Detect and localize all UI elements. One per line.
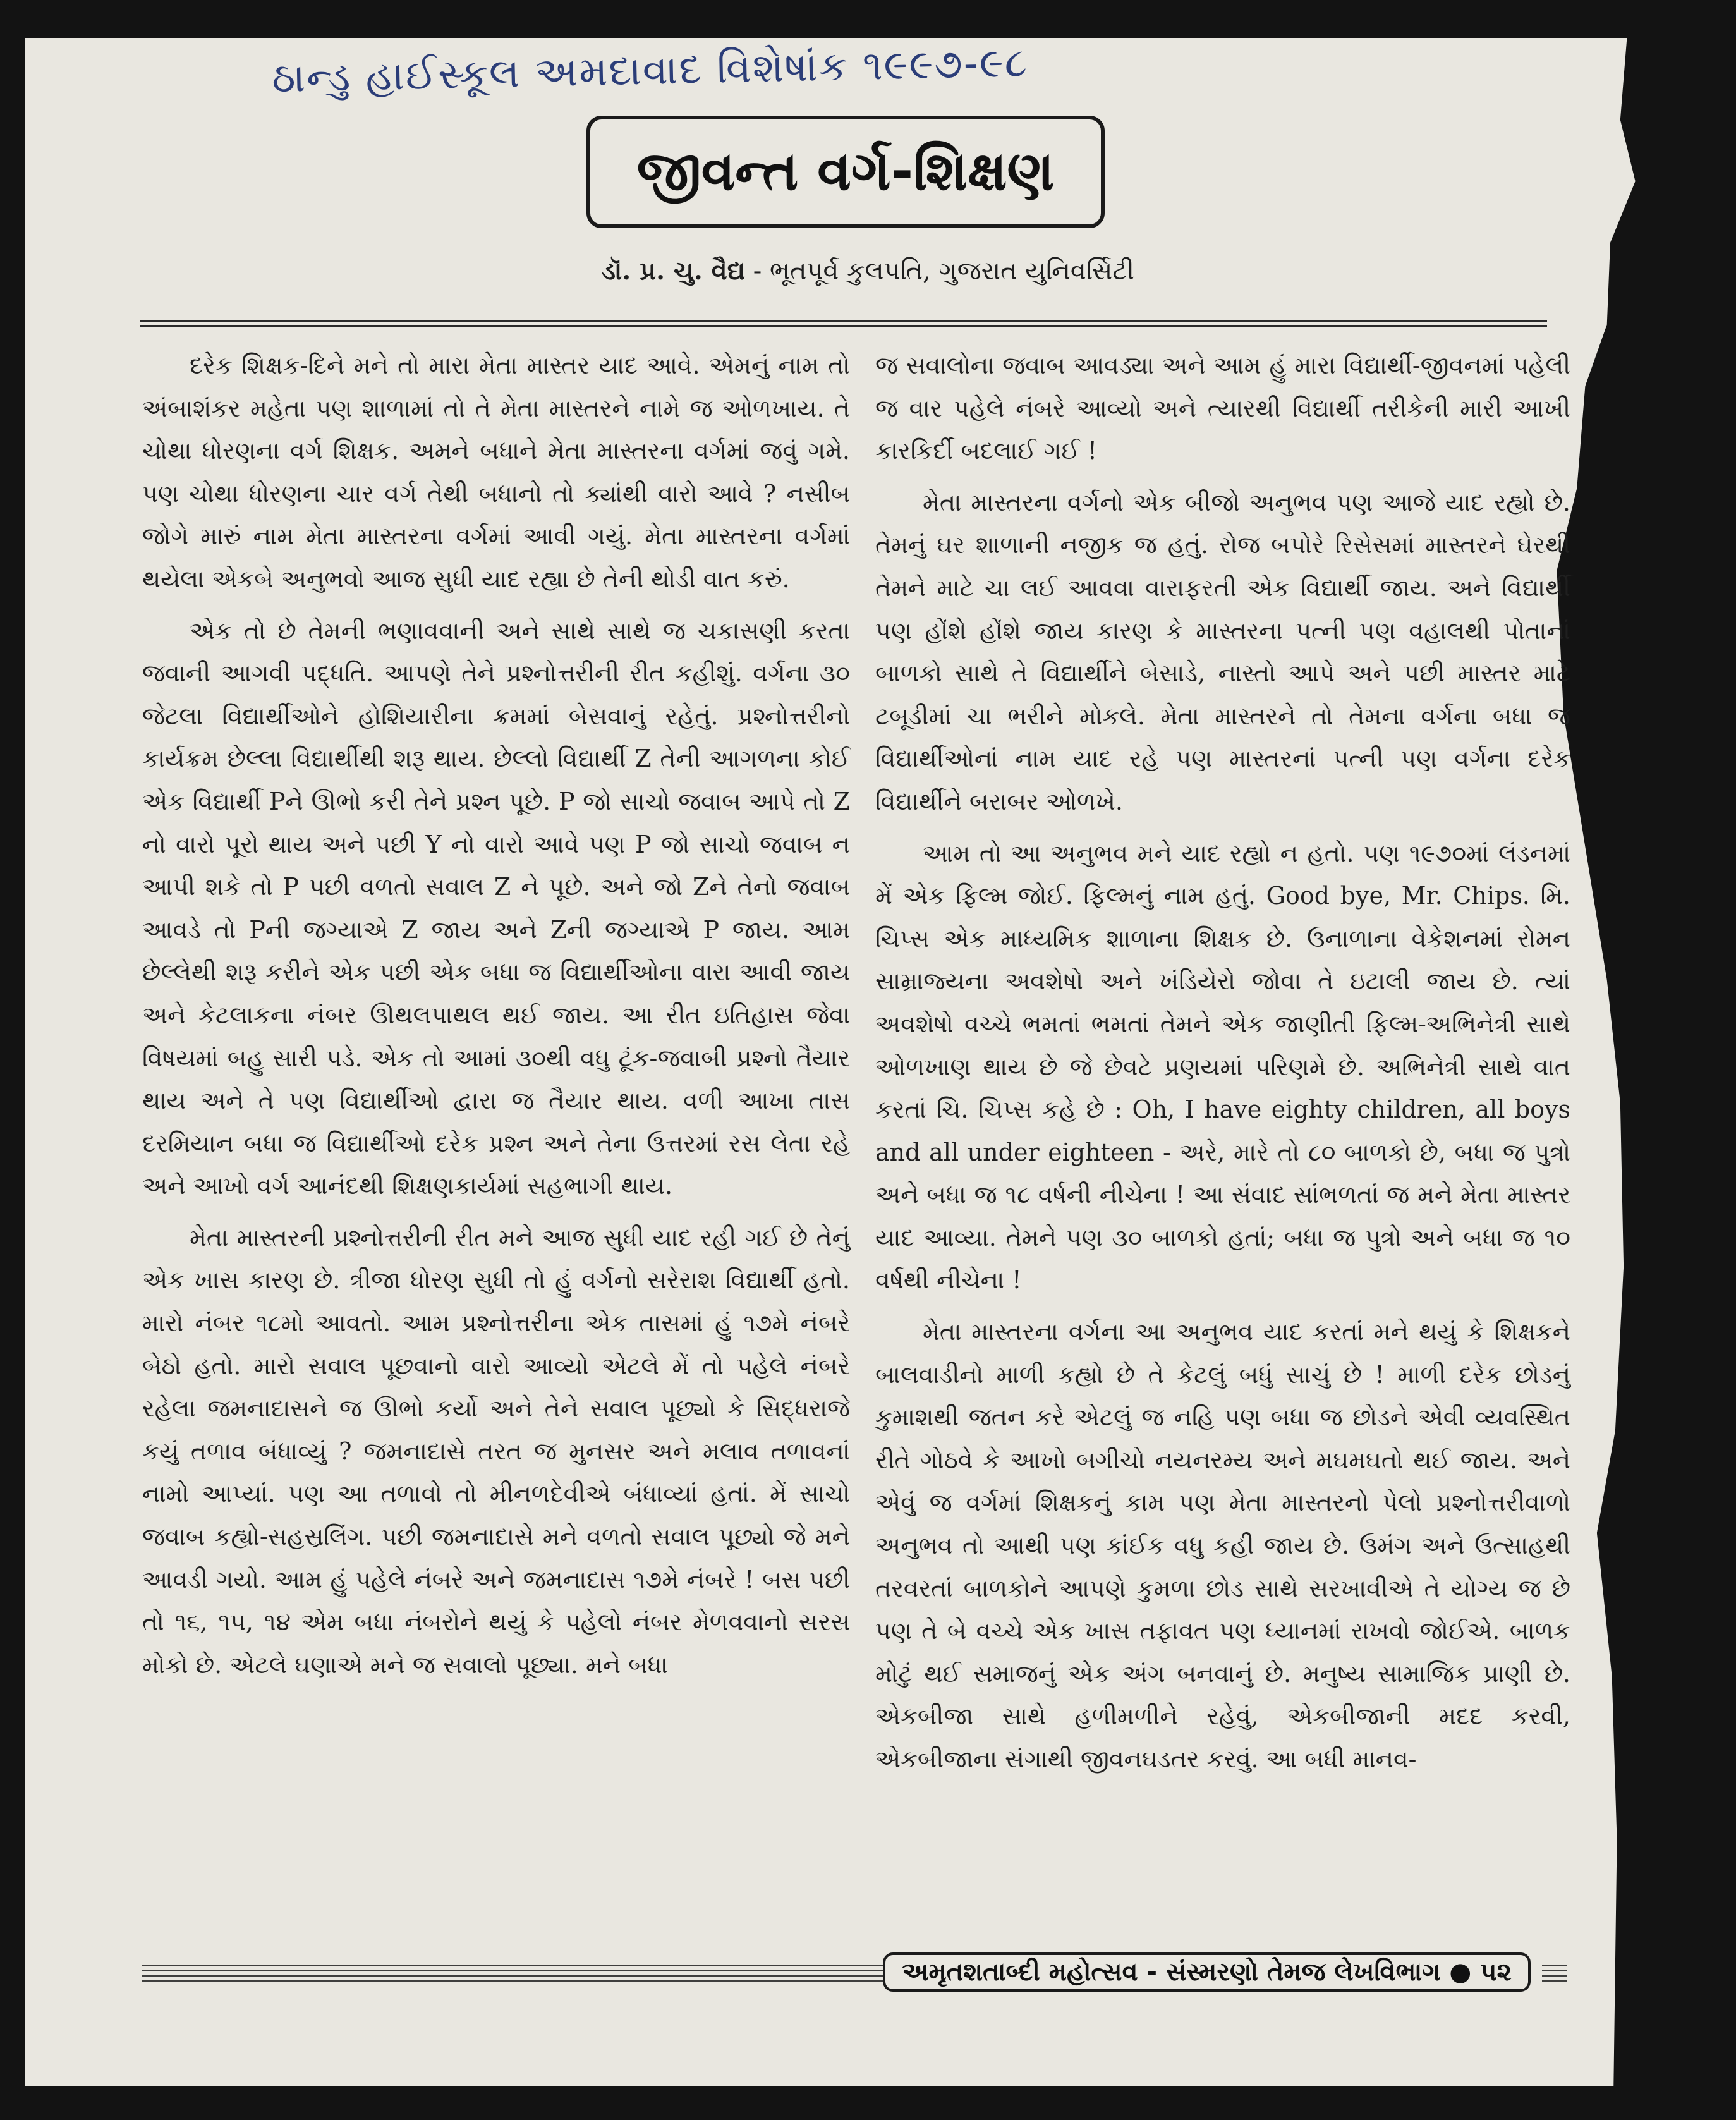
paragraph: મેતા માસ્તરના વર્ગના આ અનુભવ યાદ કરતાં મને થયું કે શિક્ષકને બાલવાડીનો માળી કહ્યો છે તે કેટલું બધું સાચું છે ! માળી દરેક છોડનું કુમાશથી જતન કરે એટલું જ નહિ પણ બધા જ છોડને એવી વ્યવસ્થિત રીતે ગોઠવે કે આખો બગીચો નયનરમ્ય અને મઘમઘતો થઈ જાય. અને એવું જ વર્ગમાં શિક્ષકનું કામ પણ મેતા માસ્તરનો પેલો પ્રશ્નોત્તરીવાળો અનુભવ તો આથી પણ કાંઈક વધુ કહી જાય છે. ઉમંગ અને ઉત્સાહથી તરવરતાં બાળકોને આપણે કુમળા છોડ સાથે સરખાવીએ તે યોગ્ય જ છે પણ તે બે વચ્ચે એક ખાસ તફાવત પણ ધ્યાનમાં રાખવો જોઈએ. બાળક મોટું થઈ સમાજનું એક અંગ બનવાનું છે. મનુષ્ય સામાજિક પ્રાણી છે. એકબીજા સાથે હળીમળીને રહેવું, એકબીજાની મદદ કરવી, એકબીજાના સંગાથી જીવનઘડતર કરવું. આ બધી માનવ- (875, 1318, 1570, 1773)
author-role: - ભૂતપૂર્વ કુલપતિ, ગુજરાત યુનિવર્સિટી (753, 257, 1134, 286)
paragraph: આમ તો આ અનુભવ મને યાદ રહ્યો ન હતો. પણ ૧૯૭૦માં લંડનમાં મેં એક ફિલ્મ જોઈ. ફિલ્મનું નામ હતું. Good bye, Mr. Chips. મિ. ચિપ્સ એક માધ્યમિક શાળાના શિક્ષક છે. ઉનાળાના વેકેશનમાં રોમન સામ્રાજ્યના અવશેષો અને ખંડિયેરો જોવા તે ઇટાલી જાય છે. ત્યાં અવશેષો વચ્ચે ભમતાં ભમતાં તેમને એક જાણીતી ફિલ્મ-અભિનેત્રી સાથે ઓળખાણ થાય છે જે છેવટે પ્રણયમાં પરિણમે છે. અભિનેત્રી સાથે વાત કરતાં ચિ. ચિપ્સ કહે છે : Oh, I have eighty children, all boys and all under eighteen - અરે, મારે તો ૮૦ બાળકો છે, બધા જ પુત્રો અને બધા જ ૧૮ વર્ષની નીચેના ! આ સંવાદ સાંભળતાં જ મને મેતા માસ્તર યાદ આવ્યા. તેમને પણ ૩૦ બાળકો હતાં; બધા જ પુત્રો અને બધા જ ૧૦ વર્ષથી નીચેના ! (875, 839, 1570, 1295)
top-rule (140, 320, 1547, 322)
article-title: જીવન્ત વર્ગ-શિક્ષણ (586, 116, 1105, 228)
paragraph: મેતા માસ્તરના વર્ગનો એક બીજો અનુભવ પણ આજે યાદ રહ્યો છે. તેમનું ઘર શાળાની નજીક જ હતું. રોજ બપોરે રિસેસમાં માસ્તરને ઘેરથી તેમને માટે ચા લઈ આવવા વારાફરતી એક વિદ્યાર્થી જાય. અને વિદ્યાર્થી પણ હોંશે હોંશે જાય કારણ કે માસ્તરના પત્ની પણ વહાલથી પોતાનાં બાળકો સાથે તે વિદ્યાર્થીને બેસાડે, નાસ્તો આપે અને પછી માસ્તર માટે ટબૂડીમાં ચા ભરીને મોકલે. મેતા માસ્તરને તો તેમના વર્ગના બધા જ વિદ્યાર્થીઓનાં નામ યાદ રહે પણ માસ્તરનાં પત્ની પણ વર્ગના દરેક વિદ્યાર્થીને બરાબર ઓળખે. (875, 488, 1570, 815)
footer-wave-left (142, 1963, 883, 1982)
author-name: ડૉ. પ્ર. ચુ. વૈદ્ય (601, 256, 746, 286)
byline (0, 256, 1736, 286)
paragraph: જ સવાલોના જવાબ આવડ્યા અને આમ હું મારા વિદ્યાર્થી-જીવનમાં પહેલી જ વાર પહેલે નંબરે આવ્યો અને ત્યારથી વિદ્યાર્થી તરીકેની મારી આખી કારકિર્દી બદલાઈ ગઈ ! (875, 351, 1570, 465)
right-column (875, 344, 1570, 1781)
paragraph: દરેક શિક્ષક-દિને મને તો મારા મેતા માસ્તર યાદ આવે. એમનું નામ તો અંબાશંકર મહેતા પણ શાળામાં તો તે મેતા માસ્તરને નામે જ ઓળખાય. તે ચોથા ધોરણના વર્ગ શિક્ષક. અમને બધાને મેતા માસ્તરના વર્ગમાં જવું ગમે. પણ ચોથા ધોરણના ચાર વર્ગ તેથી બધાનો તો ક્યાંથી વારો આવે ? નસીબ જોગે મારું નામ મેતા માસ્તરના વર્ગમાં આવી ગયું. મેતા માસ્તરના વર્ગમાં થયેલા એકબે અનુભવો આજ સુધી યાદ રહ્યા છે તેની થોડી વાત કરું. (142, 351, 850, 593)
paragraph: એક તો છે તેમની ભણાવવાની અને સાથે સાથે જ ચકાસણી કરતા જવાની આગવી પદ્ધતિ. આપણે તેને પ્રશ્નોત્તરીની રીત કહીશું. વર્ગના ૩૦ જેટલા વિદ્યાર્થીઓને હોશિયારીના ક્રમમાં બેસવાનું રહેતું. પ્રશ્નોત્તરીનો કાર્યક્રમ છેલ્લા વિદ્યાર્થીથી શરૂ થાય. છેલ્લો વિદ્યાર્થી Z તેની આગળના કોઈ એક વિદ્યાર્થી Pને ઊભો કરી તેને પ્રશ્ન પૂછે. P જો સાચો જવાબ આપે તો Z નો વારો પૂરો થાય અને પછી Y નો વારો આવે પણ P જો સાચો જવાબ ન આપી શકે તો P પછી વળતો સવાલ Z ને પૂછે. અને જો Zને તેનો જવાબ આવડે તો Pની જગ્યાએ Z જાય અને Zની જગ્યાએ P જાય. આમ છેલ્લેથી શરૂ કરીને એક પછી એક બધા જ વિદ્યાર્થીઓના વારા આવી જાય અને કેટલાકના નંબર ઊથલપાથલ થઈ જાય. આ રીત ઇતિહાસ જેવા વિષયમાં બહુ સારી પડે. એક તો આમાં ૩૦થી વધુ ટૂંક-જવાબી પ્રશ્નો તૈયાર થાય અને તે પણ વિદ્યાર્થીઓ દ્વારા જ તૈયાર થાય. વળી આખા તાસ દરમિયાન બધા જ વિદ્યાર્થીઓ દરેક પ્રશ્ન અને તેના ઉત્તરમાં રસ લેતા રહે અને આખો વર્ગ આનંદથી શિક્ષણકાર્યમાં સહભાગી થાય. (142, 616, 850, 1200)
footer-label: અમૃતશતાબ્દી મહોત્સવ - સંસ્મરણો તેમજ લેખવિભાગ ● ૫૨ (883, 1952, 1531, 1992)
left-column (142, 344, 850, 1686)
paragraph: મેતા માસ્તરની પ્રશ્નોત્તરીની રીત મને આજ સુધી યાદ રહી ગઈ છે તેનું એક ખાસ કારણ છે. ત્રીજા ધોરણ સુધી તો હું વર્ગનો સરેરાશ વિદ્યાર્થી હતો. મારો નંબર ૧૮મો આવતો. આમ પ્રશ્નોત્તરીના એક તાસમાં હું ૧૭મે નંબરે બેઠો હતો. મારો સવાલ પૂછવાનો વારો આવ્યો એટલે મેં તો પહેલે નંબરે રહેલા જમનાદાસને જ ઊભો કર્યો અને તેને સવાલ પૂછ્યો કે સિદ્ધરાજે કયું તળાવ બંધાવ્યું ? જમનાદાસે તરત જ મુનસર અને મલાવ તળાવનાં નામો આપ્યાં. પણ આ તળાવો તો મીનળદેવીએ બંધાવ્યાં હતાં. મેં સાચો જવાબ કહ્યો-સહસ્રલિંગ. પછી જમનાદાસે મને વળતો સવાલ પૂછ્યો જે મને આવડી ગયો. આમ હું પહેલે નંબરે અને જમનાદાસ ૧૭મે નંબરે ! બસ પછી તો ૧૬, ૧૫, ૧૪ એમ બધા નંબરોને થયું કે પહેલો નંબર મેળવવાનો સરસ મોકો છે. એટલે ઘણાએ મને જ સવાલો પૂછ્યા. મને બધા (142, 1223, 850, 1679)
top-rule-double (140, 325, 1547, 327)
page-footer (142, 1953, 1567, 1991)
footer-wave-right (1542, 1963, 1567, 1982)
handwritten-annotation: ઠાન્ડુ હાઈસ્કૂલ અમદાવાદ વિશેષાંક ૧૯૯૭-૯૮ (271, 39, 1029, 102)
